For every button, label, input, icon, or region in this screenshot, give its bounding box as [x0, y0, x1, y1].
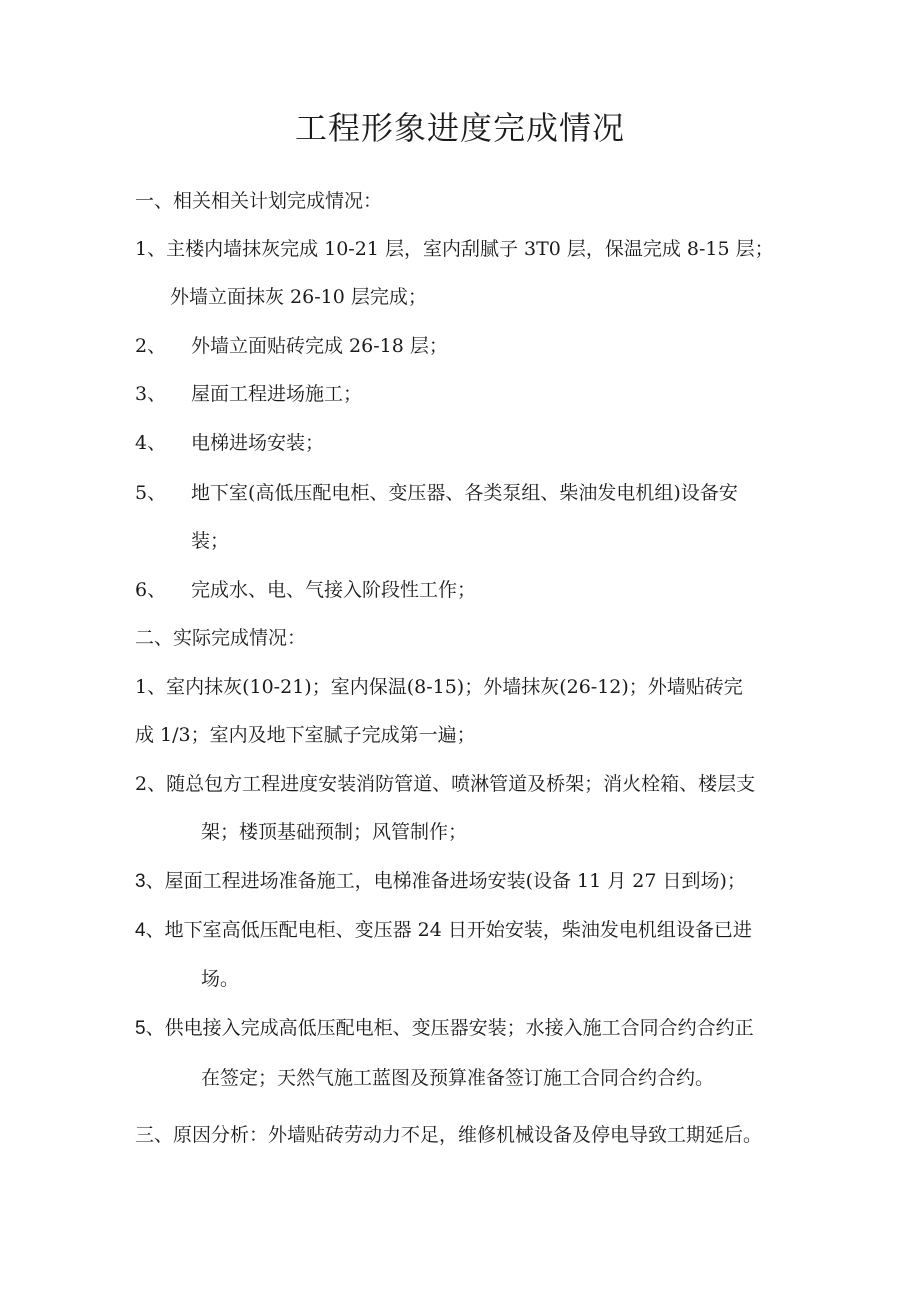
item-text: 地下室(高低压配电柜、变压器、各类泵组、柴油发电机组)设备安	[191, 482, 738, 504]
item-number: 4、	[135, 432, 167, 454]
item-text: 电梯进场安装；	[191, 432, 325, 454]
item-number: 5	[135, 1018, 146, 1039]
planned-item-4	[135, 430, 324, 456]
actual-item-2	[135, 771, 755, 797]
item-text: 主楼内墙抹灰完成 10-21 层，室内刮腻子 3T0 层，保温完成 8-15 层；	[166, 238, 774, 260]
item-separator: 、	[145, 870, 165, 892]
actual-item-1-continuation: 成 1/3；室内及地下室腻子完成第一遍；	[135, 724, 476, 746]
item-text: 外墙立面贴砖完成 26-18 层；	[191, 335, 448, 357]
item-number: 1、	[135, 238, 167, 260]
section-cause-analysis: 三、原因分析：外墙贴砖劳动力不足，维修机械设备及停电导致工期延后。	[135, 1124, 763, 1146]
actual-item-4	[135, 917, 752, 944]
section-heading-actual: 二、实际完成情况：	[135, 627, 307, 649]
item-text: 地下室高低压配电柜、变压器 24 日开始安装，柴油发电机组设备已进	[164, 919, 752, 941]
item-text: 室内抹灰(10-21)；室内保温(8-15)；外墙抹灰(26-12)；外墙贴砖完	[166, 676, 743, 698]
item-text: 屋面工程进场施工；	[191, 383, 363, 405]
actual-item-5	[135, 1015, 754, 1042]
actual-item-2-continuation: 架；楼顶基础预制；风管制作；	[201, 821, 468, 843]
planned-item-6	[135, 577, 476, 603]
item-separator: 、	[145, 1017, 165, 1039]
item-number: 2、	[135, 773, 167, 795]
item-number: 3、	[135, 383, 167, 405]
actual-item-1	[135, 674, 743, 700]
actual-item-4-continuation: 场。	[201, 968, 240, 990]
item-number: 6、	[135, 579, 167, 601]
planned-item-3	[135, 381, 362, 407]
actual-item-5-continuation: 在签定；天然气施工蓝图及预算准备签订施工合同合约合约。	[201, 1067, 715, 1089]
planned-item-2	[135, 333, 448, 359]
item-number: 3	[135, 871, 146, 892]
item-text: 完成水、电、气接入阶段性工作；	[191, 579, 477, 601]
page-title: 工程形象进度完成情况	[294, 109, 625, 147]
item-text: 供电接入完成高低压配电柜、变压器安装；水接入施工合同合约合约正	[164, 1017, 754, 1039]
item-text: 屋面工程进场准备施工，电梯准备进场安装(设备 11 月 27 日到场)；	[164, 870, 746, 892]
actual-item-3	[135, 868, 746, 895]
section-heading-planned: 一、相关相关计划完成情况：	[135, 190, 383, 212]
item-number: 1、	[135, 676, 167, 698]
item-number: 4	[135, 920, 146, 941]
planned-item-1	[135, 236, 774, 262]
item-separator: 、	[145, 919, 165, 941]
planned-item-5	[135, 480, 738, 506]
item-number: 5、	[135, 482, 167, 504]
planned-item-5-continuation: 装；	[191, 530, 230, 552]
item-number: 2、	[135, 335, 167, 357]
planned-item-1-continuation: 外墙立面抹灰 26-10 层完成；	[170, 286, 427, 308]
item-text: 随总包方工程进度安装消防管道、喷淋管道及桥架；消火栓箱、楼层支	[166, 773, 756, 795]
